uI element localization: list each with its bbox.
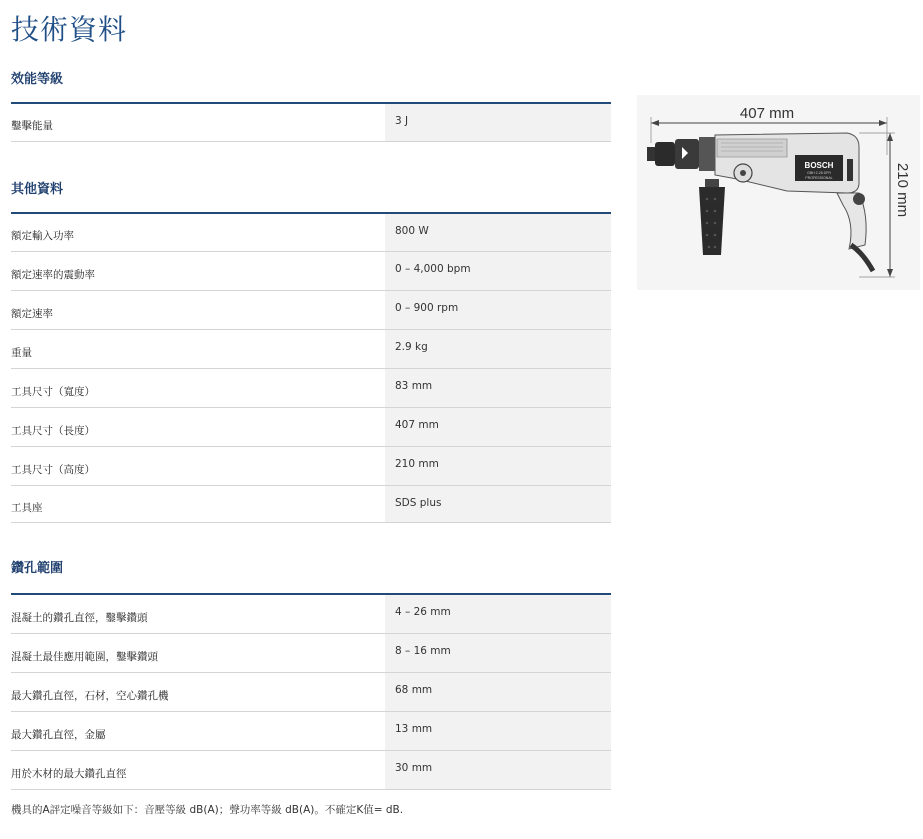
spec-value: 2.9 kg <box>385 330 611 368</box>
spec-label: 混凝土最佳應用範圍，鑿擊鑽頭 <box>11 650 158 663</box>
spec-label: 工具尺寸（長度） <box>11 424 95 437</box>
section-other-data <box>11 178 611 523</box>
spec-value: 8 – 16 mm <box>385 634 611 672</box>
spec-value: 3 J <box>385 104 611 141</box>
spec-value: 407 mm <box>385 408 611 446</box>
length-label: 407 mm <box>739 105 795 122</box>
spec-value: 0 – 4,000 bpm <box>385 252 611 290</box>
spec-label: 工具尺寸（寬度） <box>11 385 95 398</box>
section-performance <box>11 68 611 142</box>
spec-row <box>11 408 611 447</box>
section-title: 鑽孔範圍 <box>11 561 64 576</box>
spec-value: 13 mm <box>385 712 611 750</box>
spec-label: 額定速率的震動率 <box>11 268 95 281</box>
spec-row <box>11 447 611 486</box>
spec-row <box>11 369 611 408</box>
spec-table <box>11 212 611 523</box>
brand-logo: BOSCH <box>804 161 834 170</box>
spec-value: 68 mm <box>385 673 611 711</box>
product-dimension-figure <box>637 95 920 290</box>
side-handle <box>699 187 725 255</box>
spec-value: SDS plus <box>385 486 611 522</box>
spec-label: 用於木材的最大鑽孔直徑 <box>11 767 127 780</box>
spec-value: 30 mm <box>385 751 611 789</box>
spec-row <box>11 634 611 673</box>
height-label: 210 mm <box>894 162 911 218</box>
spec-row <box>11 214 611 252</box>
spec-label: 鑿擊能量 <box>11 120 53 132</box>
power-cable <box>851 245 873 271</box>
spec-row <box>11 104 611 142</box>
spec-label: 額定速率 <box>11 307 53 320</box>
spec-value: 4 – 26 mm <box>385 595 611 633</box>
svg-text:GBH 2-26 DFR: GBH 2-26 DFR <box>807 171 831 175</box>
trigger-icon <box>853 193 865 205</box>
spec-label: 最大鑽孔直徑，石材，空心鑽孔機 <box>11 689 169 702</box>
spec-label: 工具尺寸（高度） <box>11 463 95 476</box>
spec-table <box>11 593 611 790</box>
spec-value: 0 – 900 rpm <box>385 291 611 329</box>
chuck <box>655 142 675 166</box>
spec-label: 混凝土的鑽孔直徑，鑿擊鑽頭 <box>11 611 148 624</box>
spec-label: 額定輸入功率 <box>11 230 74 242</box>
spec-row <box>11 595 611 634</box>
spec-row <box>11 291 611 330</box>
spec-label: 重量 <box>11 346 32 359</box>
section-title: 其他資料 <box>11 182 64 197</box>
section-drilling-range <box>11 557 611 790</box>
spec-value: 83 mm <box>385 369 611 407</box>
spec-label: 最大鑽孔直徑，金屬 <box>11 728 106 741</box>
svg-text:PROFESSIONAL: PROFESSIONAL <box>805 176 833 180</box>
spec-label: 工具座 <box>11 501 43 514</box>
noise-footnote: 機具的A評定噪音等級如下：音壓等級 dB(A)；聲功率等級 dB(A)。不確定K值= dB. <box>11 804 404 816</box>
spec-row <box>11 673 611 712</box>
section-title: 效能等級 <box>11 72 64 87</box>
spec-value: 210 mm <box>385 447 611 485</box>
spec-row <box>11 486 611 523</box>
spec-row <box>11 252 611 291</box>
spec-value: 800 W <box>385 214 611 251</box>
spec-row <box>11 330 611 369</box>
spec-table <box>11 102 611 142</box>
spec-row <box>11 751 611 790</box>
rotary-hammer-drawing <box>637 95 920 290</box>
spec-row <box>11 712 611 751</box>
page-title: 技術資料 <box>11 13 128 46</box>
